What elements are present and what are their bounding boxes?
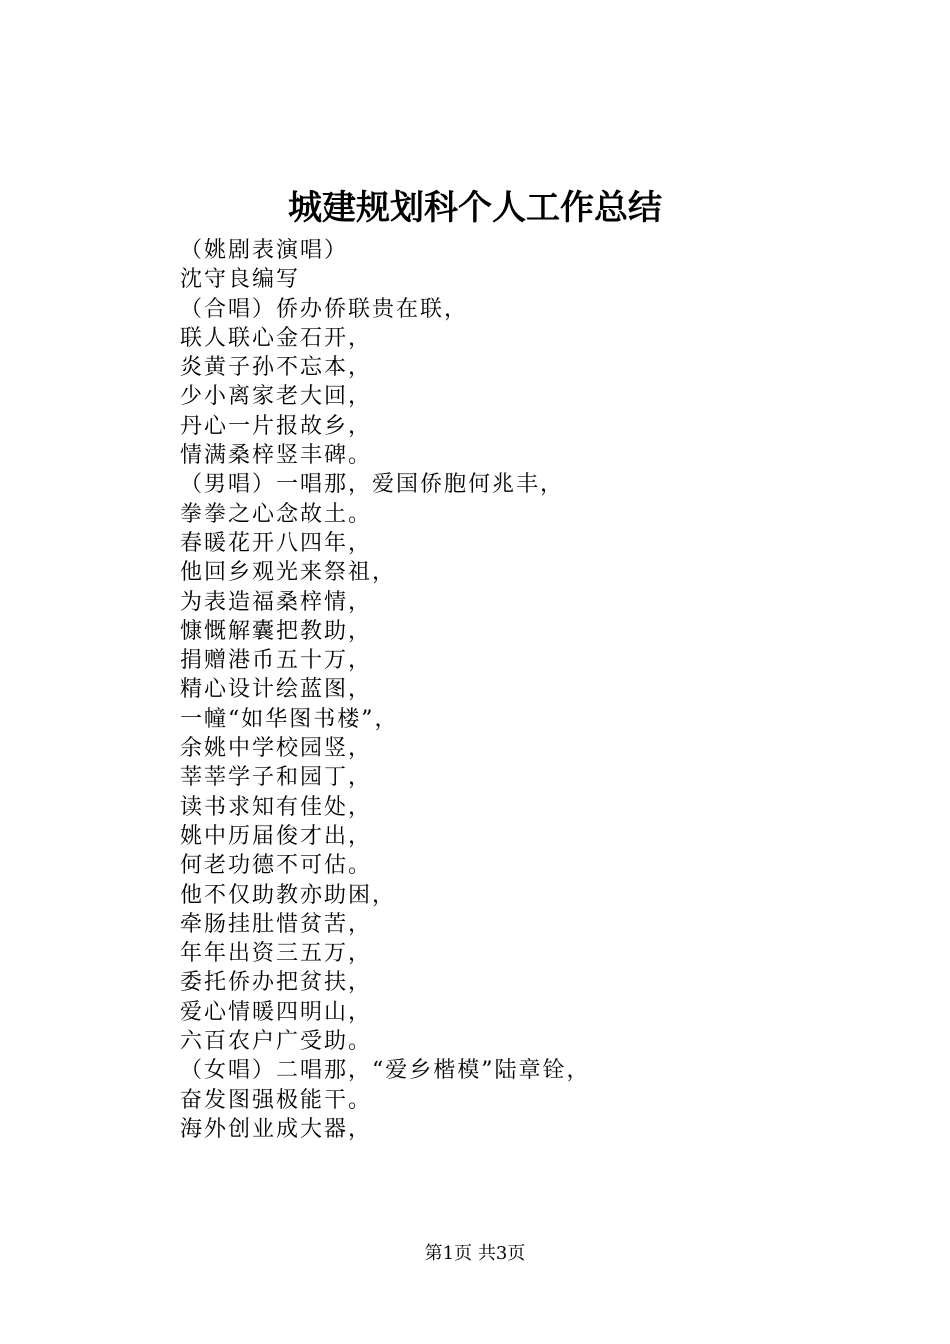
text-line: （女唱）二唱那，“爱乡楷模”陆章铨， — [180, 1058, 591, 1084]
text-line: （合唱）侨办侨联贵在联， — [180, 296, 469, 322]
text-line: 炎黄子孙不忘本， — [180, 355, 373, 381]
text-line: 余姚中学校园竖， — [180, 736, 373, 762]
document-body — [180, 236, 880, 1144]
text-line: 年年出资三五万， — [180, 941, 373, 967]
text-line: 海外创业成大器， — [180, 1116, 373, 1142]
page-footer: 第1页 共3页 — [424, 1243, 526, 1264]
text-line: 捐赠港币五十万， — [180, 648, 373, 674]
text-line: 情满桑梓竖丰碑。 — [180, 443, 373, 469]
text-line: 他回乡观光来祭祖， — [180, 560, 397, 586]
text-line: 精心设计绘蓝图， — [180, 677, 373, 703]
text-line: 少小离家老大回， — [180, 384, 373, 410]
text-line: 丹心一片报故乡， — [180, 413, 373, 439]
text-line: 牵肠挂肚惜贫苦， — [180, 911, 373, 937]
text-line: 春暖花开八四年， — [180, 530, 373, 556]
text-line: 一幢“如华图书楼”， — [180, 706, 399, 732]
text-line: 委托侨办把贫扶， — [180, 970, 373, 996]
text-line: 为表造福桑梓情， — [180, 589, 373, 615]
text-line: 联人联心金石开， — [180, 325, 373, 351]
document-title: 城建规划科个人工作总结 — [288, 188, 662, 228]
text-line: 何老功德不可估。 — [180, 853, 373, 879]
text-line: 姚中历届俊才出， — [180, 823, 373, 849]
text-line: 六百农户广受助。 — [180, 1029, 373, 1055]
text-line: 沈守良编写 — [180, 267, 301, 293]
text-line: 奋发图强极能干。 — [180, 1087, 373, 1113]
text-line: （男唱）一唱那，爱国侨胞何兆丰， — [180, 472, 565, 498]
text-line: 他不仅助教亦助困， — [180, 882, 397, 908]
text-line: 读书求知有佳处， — [180, 794, 373, 820]
text-line: 拳拳之心念故土。 — [180, 501, 373, 527]
text-line: 莘莘学子和园丁， — [180, 765, 373, 791]
text-line: 慷慨解囊把教助， — [180, 618, 373, 644]
text-line: 爱心情暖四明山， — [180, 999, 373, 1025]
text-line: （姚剧表演唱） — [180, 238, 349, 263]
